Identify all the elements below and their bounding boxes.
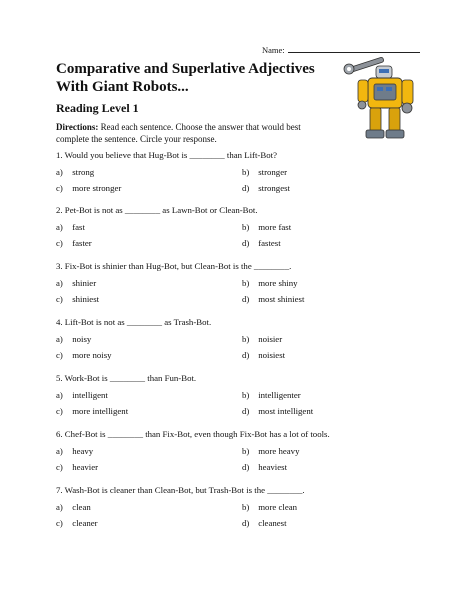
- option-text: noisy: [72, 334, 92, 344]
- option-5d[interactable]: [242, 406, 313, 417]
- option-text: more noisy: [72, 350, 112, 360]
- reading-level-heading: Reading Level 1: [56, 101, 139, 115]
- option-text: cleanest: [258, 518, 287, 528]
- option-text: shiniest: [72, 294, 100, 304]
- option-2d[interactable]: [242, 238, 281, 249]
- option-text: most shiniest: [258, 294, 305, 304]
- option-letter: c): [56, 518, 63, 528]
- option-7b[interactable]: [242, 502, 297, 513]
- option-3c[interactable]: [56, 294, 99, 305]
- directions-paragraph: [56, 121, 326, 145]
- question-5: 5. Work-Bot is ________ than Fun-Bot.: [56, 373, 197, 383]
- option-3b[interactable]: [242, 278, 298, 289]
- option-text: strongest: [258, 183, 290, 193]
- option-text: cleaner: [72, 518, 98, 528]
- question-3: 3. Fix-Bot is shinier than Hug-Bot, but Clean-Bot is the ________.: [56, 261, 292, 271]
- option-2b[interactable]: [242, 222, 291, 233]
- option-6a[interactable]: [56, 446, 93, 457]
- option-6d[interactable]: [242, 462, 287, 473]
- option-letter: c): [56, 462, 63, 472]
- question-4: 4. Lift-Bot is not as ________ as Trash-Bot.: [56, 317, 212, 327]
- option-7c[interactable]: [56, 518, 98, 529]
- option-letter: b): [242, 446, 250, 456]
- option-text: heavier: [72, 462, 99, 472]
- option-5b[interactable]: [242, 390, 301, 401]
- title-line-1: Comparative and Superlative Adjectives: [56, 61, 315, 77]
- option-text: heavy: [72, 446, 94, 456]
- option-1d[interactable]: [242, 183, 290, 194]
- option-letter: a): [56, 334, 63, 344]
- option-text: noisiest: [258, 350, 286, 360]
- option-text: faster: [72, 238, 92, 248]
- option-3d[interactable]: [242, 294, 304, 305]
- option-letter: a): [56, 390, 63, 400]
- directions-text: Read each sentence. Choose the answer that would best complete the sentence. Circle your response.: [56, 122, 301, 144]
- option-2a[interactable]: [56, 222, 85, 233]
- title-line-2: With Giant Robots...: [56, 79, 189, 95]
- option-6c[interactable]: [56, 462, 98, 473]
- option-text: more fast: [258, 222, 292, 232]
- option-letter: b): [242, 502, 250, 512]
- worksheet-title: [56, 60, 315, 96]
- option-letter: c): [56, 294, 63, 304]
- option-letter: d): [242, 462, 250, 472]
- option-text: intelligenter: [258, 390, 301, 400]
- question-2: 2. Pet-Bot is not as ________ as Lawn-Bot or Clean-Bot.: [56, 205, 258, 215]
- option-text: fast: [72, 222, 85, 232]
- option-6b[interactable]: [242, 446, 299, 457]
- option-letter: a): [56, 446, 63, 456]
- option-letter: c): [56, 183, 63, 193]
- option-1b[interactable]: [242, 167, 287, 178]
- question-7: 7. Wash-Bot is cleaner than Clean-Bot, but Trash-Bot is the ________.: [56, 485, 305, 495]
- option-letter: d): [242, 183, 250, 193]
- option-letter: a): [56, 167, 63, 177]
- robot-illustration: [340, 56, 420, 146]
- option-5c[interactable]: [56, 406, 128, 417]
- option-letter: b): [242, 167, 250, 177]
- option-letter: b): [242, 390, 250, 400]
- option-letter: c): [56, 350, 63, 360]
- option-3a[interactable]: [56, 278, 96, 289]
- option-2c[interactable]: [56, 238, 92, 249]
- option-text: more clean: [258, 502, 298, 512]
- option-5a[interactable]: [56, 390, 108, 401]
- option-letter: d): [242, 406, 250, 416]
- option-letter: b): [242, 222, 250, 232]
- option-letter: d): [242, 518, 250, 528]
- option-text: fastest: [258, 238, 281, 248]
- option-letter: c): [56, 238, 63, 248]
- option-1a[interactable]: [56, 167, 94, 178]
- option-letter: c): [56, 406, 63, 416]
- option-letter: b): [242, 278, 250, 288]
- option-text: more stronger: [72, 183, 122, 193]
- option-letter: d): [242, 350, 250, 360]
- option-text: more heavy: [258, 446, 300, 456]
- option-4d[interactable]: [242, 350, 285, 361]
- option-text: most intelligent: [258, 406, 314, 416]
- question-6: 6. Chef-Bot is ________ than Fix-Bot, even though Fix-Bot has a lot of tools.: [56, 429, 330, 439]
- option-text: stronger: [258, 167, 288, 177]
- option-text: heaviest: [258, 462, 288, 472]
- option-letter: a): [56, 502, 63, 512]
- option-text: strong: [72, 167, 95, 177]
- name-field[interactable]: [262, 44, 420, 55]
- option-7d[interactable]: [242, 518, 287, 529]
- option-7a[interactable]: [56, 502, 91, 513]
- option-letter: a): [56, 222, 63, 232]
- option-text: noisier: [258, 334, 283, 344]
- option-letter: d): [242, 238, 250, 248]
- option-text: more intelligent: [72, 406, 129, 416]
- option-text: more shiny: [258, 278, 298, 288]
- option-letter: a): [56, 278, 63, 288]
- option-text: intelligent: [72, 390, 108, 400]
- option-1c[interactable]: [56, 183, 121, 194]
- name-blank-line[interactable]: [288, 44, 420, 53]
- directions-label: Directions:: [56, 122, 99, 132]
- option-4c[interactable]: [56, 350, 112, 361]
- option-letter: d): [242, 294, 250, 304]
- name-label: Name:: [262, 45, 285, 55]
- question-1: 1. Would you believe that Hug-Bot is ________ than Lift-Bot?: [56, 150, 277, 160]
- option-4a[interactable]: [56, 334, 91, 345]
- option-text: shinier: [72, 278, 97, 288]
- option-letter: b): [242, 334, 250, 344]
- option-4b[interactable]: [242, 334, 282, 345]
- option-text: clean: [72, 502, 91, 512]
